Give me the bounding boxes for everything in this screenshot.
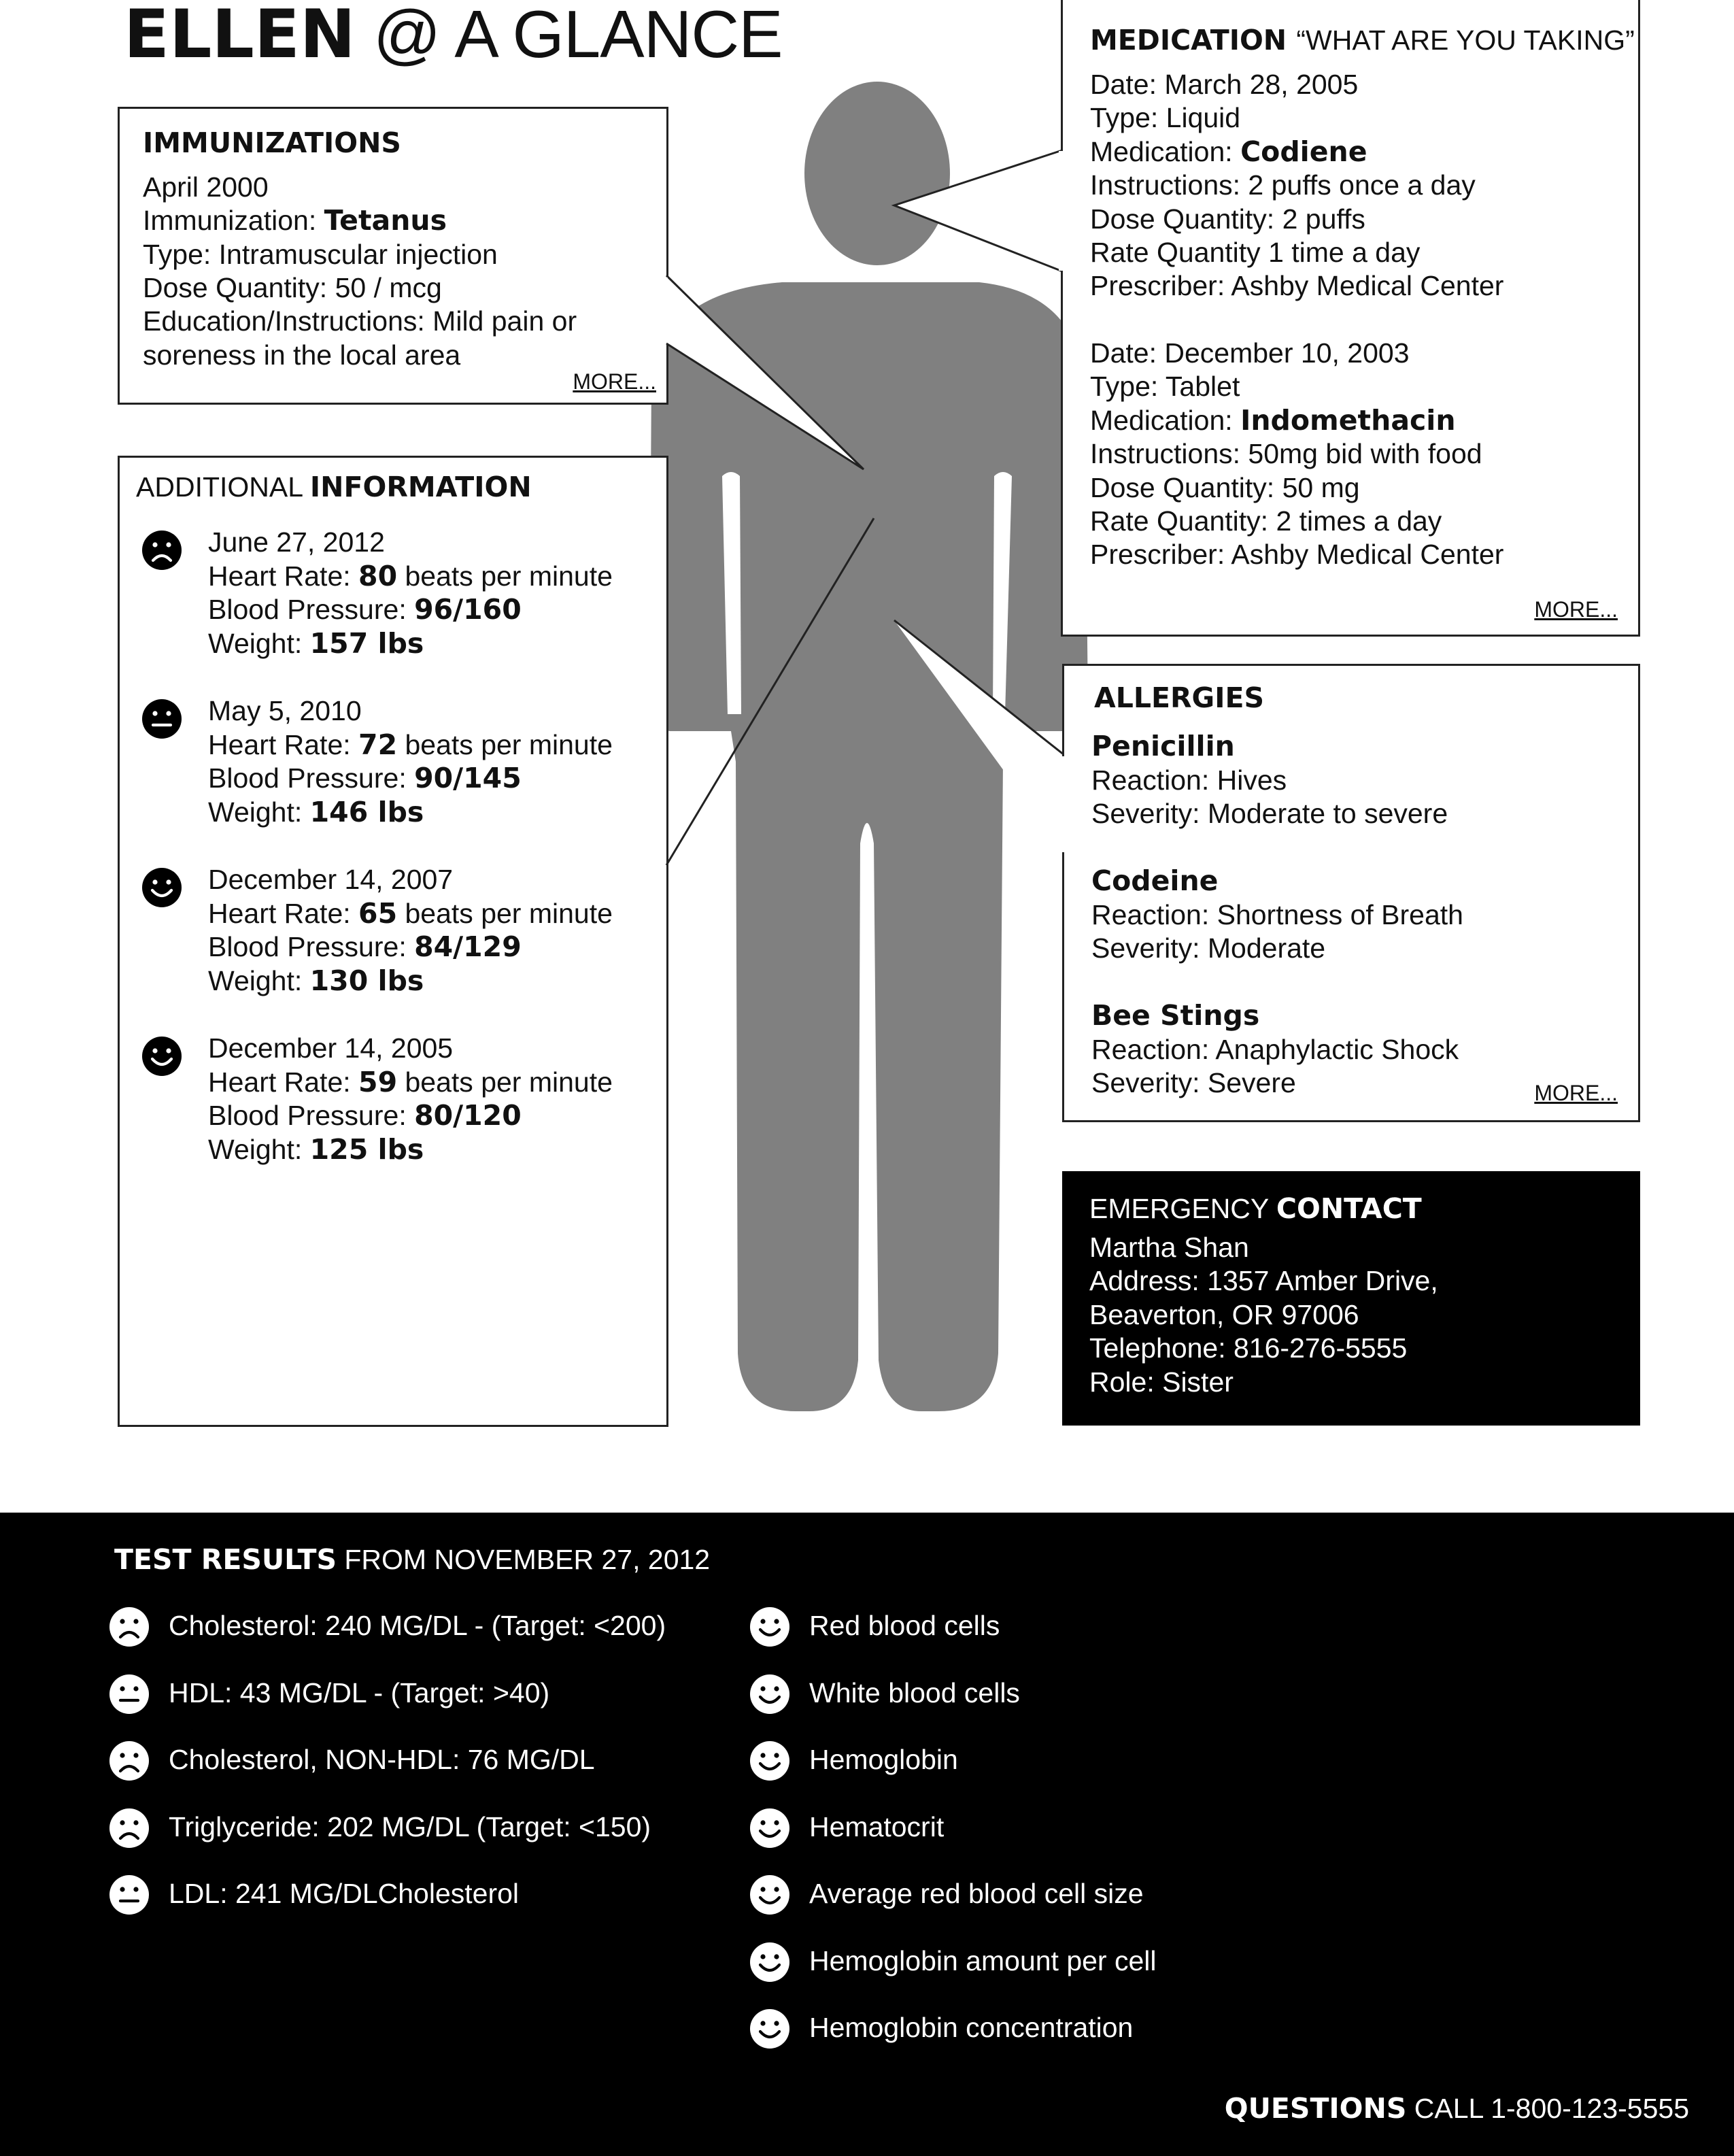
record-weight: Weight: 146 lbs — [208, 796, 424, 828]
immunization-type: Type: Intramuscular injection — [143, 239, 498, 270]
allergies-pointer — [894, 620, 1064, 854]
happy-face-icon — [749, 1674, 790, 1718]
immunization-instructions-line2: soreness in the local area — [143, 339, 461, 371]
additional-info-pointer — [666, 518, 874, 865]
emergency-contact-title: EMERGENCY CONTACT — [1089, 1192, 1422, 1225]
emergency-contact-address-line2: Beaverton, OR 97006 — [1089, 1299, 1359, 1330]
record-blood-pressure: Blood Pressure: 84/129 — [208, 930, 522, 963]
record-heart-rate: Heart Rate: 80 beats per minute — [208, 560, 613, 592]
sad-face-icon — [109, 1808, 150, 1852]
medication-prescriber: Prescriber: Ashby Medical Center — [1090, 270, 1504, 302]
test-result-item: Triglyceride: 202 MG/DL (Target: <150) — [169, 1810, 651, 1842]
neutral-face-icon — [109, 1874, 150, 1919]
medication-date: Date: December 10, 2003 — [1090, 337, 1410, 369]
test-result-item: LDL: 241 MG/DLCholesterol — [169, 1878, 520, 1909]
immunization-name: Immunization: Tetanus — [143, 204, 447, 237]
sad-face-icon — [109, 1606, 150, 1651]
test-result-item: Hemoglobin concentration — [809, 2012, 1134, 2043]
happy-face-icon — [749, 1808, 790, 1852]
happy-face-icon — [749, 1740, 790, 1785]
pointer-gap-medication — [1059, 151, 1063, 271]
medication-med: Medication: Codiene — [1090, 135, 1367, 168]
allergy-severity: Severity: Severe — [1091, 1067, 1296, 1098]
allergy-reaction: Reaction: Anaphylactic Shock — [1091, 1034, 1459, 1065]
allergy-reaction: Reaction: Shortness of Breath — [1091, 899, 1463, 930]
happy-face-icon — [749, 1874, 790, 1919]
sad-face-icon — [109, 1740, 150, 1785]
record-blood-pressure: Blood Pressure: 80/120 — [208, 1099, 522, 1132]
record-blood-pressure: Blood Pressure: 90/145 — [208, 762, 522, 794]
allergies-panel — [1062, 664, 1640, 1122]
record-heart-rate: Heart Rate: 65 beats per minute — [208, 897, 613, 930]
immunizations-pointer — [666, 275, 864, 469]
immunizations-title: IMMUNIZATIONS — [143, 127, 401, 159]
test-result-item: Cholesterol: 240 MG/DL - (Target: <200) — [169, 1610, 666, 1641]
test-result-item: Cholesterol, NON-HDL: 76 MG/DL — [169, 1744, 595, 1775]
record-weight: Weight: 130 lbs — [208, 964, 424, 997]
medication-panel — [1061, 0, 1640, 637]
pointer-gap-allergies — [1060, 756, 1064, 852]
record-weight: Weight: 157 lbs — [208, 627, 424, 660]
medication-type: Type: Tablet — [1090, 371, 1240, 403]
test-results-section — [0, 1513, 1734, 2156]
allergies-more-link[interactable]: MORE... — [1534, 1081, 1618, 1105]
test-result-item: White blood cells — [809, 1677, 1020, 1708]
record-date: June 27, 2012 — [208, 526, 385, 558]
medication-med: Medication: Indomethacin — [1090, 403, 1456, 437]
test-result-item: Hematocrit — [809, 1810, 945, 1842]
emergency-contact-role: Role: Sister — [1089, 1366, 1234, 1398]
allergies-title: ALLERGIES — [1094, 681, 1265, 714]
pointer-gap-additional — [664, 721, 668, 864]
test-result-item: Hemoglobin amount per cell — [809, 1944, 1157, 1976]
test-result-item: Hemoglobin — [809, 1744, 958, 1775]
additional-information-title: ADDITIONAL INFORMATION — [136, 471, 532, 503]
record-heart-rate: Heart Rate: 72 beats per minute — [208, 728, 613, 761]
emergency-contact-telephone[interactable]: Telephone: 816-276-5555 — [1089, 1332, 1408, 1364]
test-results-title: TEST RESULTS FROM NOVEMBER 27, 2012 — [114, 1543, 711, 1576]
allergy-severity: Severity: Moderate — [1091, 932, 1326, 964]
neutral-face-icon — [109, 1674, 150, 1718]
test-result-item: Red blood cells — [809, 1610, 1000, 1641]
medication-rate: Rate Quantity 1 time a day — [1090, 237, 1421, 268]
allergy-name: Codeine — [1091, 864, 1219, 897]
medication-instructions: Instructions: 2 puffs once a day — [1090, 169, 1476, 201]
medication-rate: Rate Quantity: 2 times a day — [1090, 505, 1442, 537]
allergy-name: Penicillin — [1091, 730, 1235, 762]
happy-face-icon — [749, 2008, 790, 2053]
medication-title: MEDICATION “WHAT ARE YOU TAKING” — [1090, 24, 1635, 56]
allergy-name: Bee Stings — [1091, 999, 1260, 1032]
allergy-reaction: Reaction: Hives — [1091, 764, 1287, 796]
record-date: December 14, 2005 — [208, 1032, 454, 1064]
immunizations-more-link[interactable]: MORE... — [573, 369, 656, 394]
test-result-item: HDL: 43 MG/DL - (Target: >40) — [169, 1677, 550, 1708]
record-blood-pressure: Blood Pressure: 96/160 — [208, 593, 522, 626]
medication-dose: Dose Quantity: 2 puffs — [1090, 203, 1365, 235]
pointer-gap-immunizations — [664, 277, 668, 341]
page-title: ELLEN @ A GLANCE — [124, 0, 783, 73]
medication-more-link[interactable]: MORE... — [1534, 597, 1618, 622]
medication-type: Type: Liquid — [1090, 102, 1241, 134]
immunization-dose: Dose Quantity: 50 / mcg — [143, 272, 442, 303]
record-weight: Weight: 125 lbs — [208, 1133, 424, 1166]
medication-date: Date: March 28, 2005 — [1090, 69, 1359, 100]
allergy-severity: Severity: Moderate to severe — [1091, 798, 1448, 829]
medication-prescriber: Prescriber: Ashby Medical Center — [1090, 539, 1504, 571]
record-date: May 5, 2010 — [208, 695, 362, 726]
emergency-contact-address-line1: Address: 1357 Amber Drive, — [1089, 1265, 1438, 1296]
happy-face-icon — [749, 1606, 790, 1651]
medication-dose: Dose Quantity: 50 mg — [1090, 471, 1360, 503]
immunization-instructions-line1: Education/Instructions: Mild pain or — [143, 305, 577, 337]
test-result-item: Average red blood cell size — [809, 1878, 1144, 1909]
record-heart-rate: Heart Rate: 59 beats per minute — [208, 1066, 613, 1098]
emergency-contact-panel — [1062, 1171, 1640, 1426]
questions-footer: QUESTIONS CALL 1-800-123-5555 — [1224, 2092, 1689, 2125]
medication-instructions: Instructions: 50mg bid with food — [1090, 438, 1482, 470]
emergency-contact-name: Martha Shan — [1089, 1232, 1249, 1263]
record-date: December 14, 2007 — [208, 864, 454, 895]
immunization-date: April 2000 — [143, 171, 269, 203]
happy-face-icon — [749, 1942, 790, 1986]
medication-pointer — [894, 150, 1064, 272]
